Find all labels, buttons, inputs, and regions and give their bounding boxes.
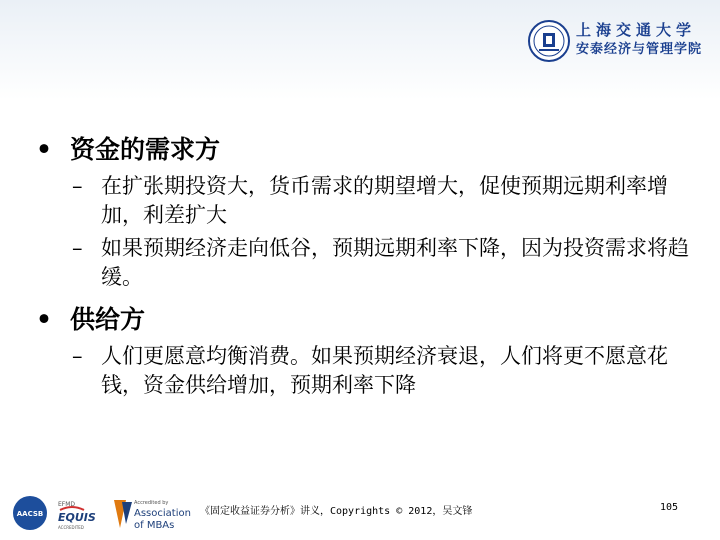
logo-school-name: 安泰经济与管理学院 xyxy=(576,42,703,57)
sub-bullet xyxy=(30,342,690,400)
bullet-dot-icon: • xyxy=(36,305,52,334)
bullet-demand-side xyxy=(30,132,690,168)
sub-bullet xyxy=(30,172,690,230)
logo-university-name: 上海交通大学 xyxy=(576,21,697,39)
amba-logo xyxy=(112,494,192,532)
equis-logo xyxy=(54,494,110,532)
dash-icon: – xyxy=(72,236,83,260)
equis-sub-label: ACCREDITED xyxy=(58,525,84,530)
aacsb-logo xyxy=(10,494,50,532)
slide-content xyxy=(30,130,690,400)
bullet-title: 资金的需求方 xyxy=(70,135,221,164)
bullet-supply-side xyxy=(30,302,690,338)
aacsb-label: AACSB xyxy=(16,510,44,518)
logo-text xyxy=(576,20,702,60)
equis-label: EQUIS xyxy=(58,511,96,524)
bullet-title: 供给方 xyxy=(70,305,146,334)
bullet-dot-icon: • xyxy=(36,135,52,164)
sub-bullet xyxy=(30,234,690,292)
sub-bullet-text: 如果预期经济走向低谷，预期远期利率下降，因为投资需求将趋缓。 xyxy=(101,236,689,289)
amba-line1: Association xyxy=(134,508,191,519)
dash-icon: – xyxy=(72,174,83,198)
sub-bullet-text: 人们更愿意均衡消费。如果预期经济衰退，人们将更不愿意花钱，资金供给增加，预期利率下降 xyxy=(101,344,668,397)
amba-line2: of MBAs xyxy=(134,520,175,531)
university-seal-icon xyxy=(528,20,570,62)
efmd-label: EFMD xyxy=(58,501,76,508)
university-logo xyxy=(528,18,718,68)
page-number: 105 xyxy=(660,502,679,513)
amba-small-label: Accredited by xyxy=(134,500,169,506)
dash-icon: – xyxy=(72,344,83,368)
sub-bullet-text: 在扩张期投资大，货币需求的期望增大，促使预期远期利率增加，利差扩大 xyxy=(101,174,668,227)
slide-footer xyxy=(0,488,720,540)
footer-course-text: 《固定收益证券分析》讲义，Copyrights © 2012，吴文锋 xyxy=(200,506,473,517)
